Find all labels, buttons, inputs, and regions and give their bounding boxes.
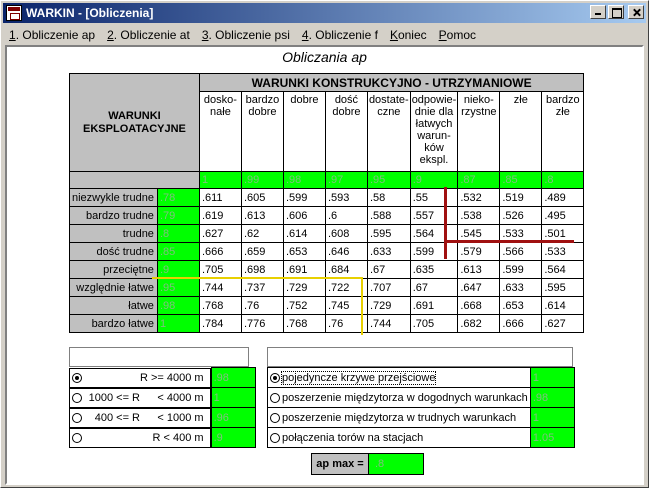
track-option-row bbox=[268, 408, 575, 428]
table-cell: .538 bbox=[458, 207, 500, 225]
radius-option-row bbox=[69, 408, 255, 428]
table-cell: .684 bbox=[325, 261, 367, 279]
row-label: przeciętne bbox=[70, 261, 158, 279]
table-cell: .653 bbox=[500, 297, 542, 315]
track-value: .98 bbox=[530, 388, 574, 408]
table-cell: .67 bbox=[410, 279, 458, 297]
highlight-yellow-horizontal bbox=[152, 277, 362, 279]
table-cell: .76 bbox=[325, 315, 367, 333]
table-cell: .633 bbox=[367, 243, 410, 261]
table-cell: .668 bbox=[458, 297, 500, 315]
table-cell: .614 bbox=[542, 297, 584, 315]
table-cell: .595 bbox=[542, 279, 584, 297]
table-cell: .606 bbox=[283, 207, 325, 225]
track-value: 1 bbox=[530, 408, 574, 428]
highlight-red-vertical bbox=[444, 187, 447, 259]
table-cell: .691 bbox=[283, 261, 325, 279]
radius-options bbox=[69, 367, 256, 448]
factor-row-spacer bbox=[70, 172, 200, 189]
radio-button[interactable] bbox=[72, 373, 82, 383]
column-header: odpowie-dnie dla łatwych warun-ków ekspl. bbox=[410, 92, 458, 172]
table-cell: .611 bbox=[199, 189, 241, 207]
table-cell: .707 bbox=[367, 279, 410, 297]
column-header: dostate-czne bbox=[367, 92, 410, 172]
radius-right-label: < 4000 m bbox=[157, 391, 204, 404]
row-factor: .85 bbox=[157, 243, 199, 261]
radius-option-row bbox=[69, 368, 255, 388]
table-cell: .752 bbox=[283, 297, 325, 315]
table-cell: .646 bbox=[325, 243, 367, 261]
table-cell: .532 bbox=[458, 189, 500, 207]
client-area bbox=[5, 45, 644, 485]
track-panel-header bbox=[267, 347, 573, 367]
table-cell: .557 bbox=[410, 207, 458, 225]
table-cell: .613 bbox=[458, 261, 500, 279]
table-cell: .737 bbox=[241, 279, 283, 297]
table-cell: .595 bbox=[367, 225, 410, 243]
radius-option-row bbox=[69, 388, 255, 408]
column-factor: .85 bbox=[500, 172, 542, 189]
group-header: WARUNKI KONSTRUKCYJNO - UTRZYMANIOWE bbox=[199, 74, 583, 92]
column-header: bardzo dobre bbox=[241, 92, 283, 172]
column-factor: .97 bbox=[325, 172, 367, 189]
column-header: dość dobre bbox=[325, 92, 367, 172]
column-header: nieko-rzystne bbox=[458, 92, 500, 172]
radius-option[interactable] bbox=[69, 428, 211, 448]
table-row bbox=[70, 243, 584, 261]
table-cell: .666 bbox=[199, 243, 241, 261]
radius-option-row bbox=[69, 428, 255, 448]
radio-button[interactable] bbox=[72, 413, 82, 423]
row-label: dość trudne bbox=[70, 243, 158, 261]
radius-option[interactable] bbox=[69, 388, 211, 408]
row-factor: .9 bbox=[157, 261, 199, 279]
apmax-value: .8 bbox=[368, 453, 424, 475]
table-cell: .533 bbox=[542, 243, 584, 261]
radius-right-label: R < 400 m bbox=[152, 431, 204, 444]
table-cell: .635 bbox=[410, 261, 458, 279]
table-cell: .614 bbox=[283, 225, 325, 243]
table-cell: .744 bbox=[199, 279, 241, 297]
table-cell: .55 bbox=[410, 189, 458, 207]
table-cell: .566 bbox=[500, 243, 542, 261]
table-cell: .768 bbox=[199, 297, 241, 315]
table-cell: .501 bbox=[542, 225, 584, 243]
row-label: bardzo łatwe bbox=[70, 315, 158, 333]
title-bar[interactable] bbox=[3, 3, 646, 23]
table-cell: .647 bbox=[458, 279, 500, 297]
highlight-yellow-vertical bbox=[361, 277, 363, 335]
table-cell: .682 bbox=[458, 315, 500, 333]
radius-value: .98 bbox=[211, 368, 255, 388]
radio-button[interactable] bbox=[270, 433, 280, 443]
radius-option[interactable] bbox=[69, 408, 211, 428]
corner-header: WARUNKI EKSPLOATACYJNE bbox=[70, 74, 200, 172]
table-cell: .564 bbox=[542, 261, 584, 279]
track-option[interactable] bbox=[268, 408, 531, 428]
table-cell: .67 bbox=[367, 261, 410, 279]
track-option-row bbox=[268, 368, 575, 388]
track-option[interactable] bbox=[268, 368, 531, 388]
table-row bbox=[70, 207, 584, 225]
menu-koniec[interactable]: Koniec bbox=[389, 27, 427, 42]
track-option-label: poszerzenie międzytorza w trudnych warunkach bbox=[282, 411, 517, 424]
radio-button[interactable] bbox=[270, 413, 280, 423]
maximize-button[interactable] bbox=[608, 5, 624, 19]
track-value: 1.05 bbox=[530, 428, 574, 448]
table-cell: .627 bbox=[542, 315, 584, 333]
table-cell: .619 bbox=[199, 207, 241, 225]
table-row bbox=[70, 261, 584, 279]
table-cell: .76 bbox=[241, 297, 283, 315]
table-cell: .659 bbox=[241, 243, 283, 261]
table-cell: .495 bbox=[542, 207, 584, 225]
table-cell: .579 bbox=[458, 243, 500, 261]
row-factor: .98 bbox=[157, 297, 199, 315]
apmax-label: ap max = bbox=[311, 453, 369, 475]
radio-button[interactable] bbox=[270, 373, 280, 383]
table-cell: .776 bbox=[241, 315, 283, 333]
column-factor: .87 bbox=[458, 172, 500, 189]
radius-right-label: < 1000 m bbox=[157, 411, 204, 424]
table-cell: .705 bbox=[199, 261, 241, 279]
menu-bar bbox=[3, 25, 646, 44]
radius-panel-header bbox=[69, 347, 249, 367]
table-row bbox=[70, 279, 584, 297]
window-title: WARKIN - [Obliczenia] bbox=[26, 6, 154, 20]
table-row bbox=[70, 315, 584, 333]
track-value: 1 bbox=[530, 368, 574, 388]
table-cell: .729 bbox=[283, 279, 325, 297]
radius-value: 1 bbox=[211, 388, 255, 408]
track-option[interactable] bbox=[268, 388, 531, 408]
column-factor: .98 bbox=[283, 172, 325, 189]
row-label: trudne bbox=[70, 225, 158, 243]
table-cell: .545 bbox=[458, 225, 500, 243]
row-factor: 1 bbox=[157, 315, 199, 333]
radius-value: .96 bbox=[211, 408, 255, 428]
table-cell: .705 bbox=[410, 315, 458, 333]
table-cell: .605 bbox=[241, 189, 283, 207]
column-factor: .9 bbox=[410, 172, 458, 189]
table-cell: .6 bbox=[325, 207, 367, 225]
row-label: niezwykle trudne bbox=[70, 189, 158, 207]
minimize-button[interactable] bbox=[590, 5, 606, 19]
table-cell: .62 bbox=[241, 225, 283, 243]
track-option-row bbox=[268, 388, 575, 408]
table-cell: .599 bbox=[500, 261, 542, 279]
highlight-red-horizontal bbox=[444, 240, 574, 243]
close-button[interactable] bbox=[628, 5, 644, 19]
row-factor: .95 bbox=[157, 279, 199, 297]
column-factor: .99 bbox=[241, 172, 283, 189]
table-row bbox=[70, 189, 584, 207]
radio-button[interactable] bbox=[270, 393, 280, 403]
radius-left-label: 1000 <= R bbox=[88, 391, 140, 404]
column-factor: 1 bbox=[199, 172, 241, 189]
table-row bbox=[70, 297, 584, 315]
table-cell: .564 bbox=[410, 225, 458, 243]
row-label: łatwe bbox=[70, 297, 158, 315]
table-cell: .489 bbox=[542, 189, 584, 207]
column-header: dosko-nałe bbox=[199, 92, 241, 172]
track-options bbox=[267, 367, 575, 448]
menu-obliczenie-psi[interactable]: 3. Obliczenie psi bbox=[201, 27, 290, 42]
track-option-label: pojedyncze krzywe przejściowe bbox=[282, 371, 436, 384]
page-title: Obliczania ap bbox=[282, 49, 367, 65]
menu-pomoc[interactable]: Pomoc bbox=[438, 27, 476, 42]
table-cell: .722 bbox=[325, 279, 367, 297]
table-cell: .519 bbox=[500, 189, 542, 207]
table-cell: .613 bbox=[241, 207, 283, 225]
table-cell: .58 bbox=[367, 189, 410, 207]
column-header: dobre bbox=[283, 92, 325, 172]
row-label: względnie łatwe bbox=[70, 279, 158, 297]
radius-right-label: R >= 4000 m bbox=[140, 371, 204, 384]
table-cell: .627 bbox=[199, 225, 241, 243]
table-cell: .691 bbox=[410, 297, 458, 315]
table-cell: .729 bbox=[367, 297, 410, 315]
table-cell: .653 bbox=[283, 243, 325, 261]
coefficient-table bbox=[69, 73, 584, 333]
track-option-row bbox=[268, 428, 575, 448]
row-factor: .78 bbox=[157, 189, 199, 207]
menu-obliczenie-f[interactable]: 4. Obliczenie f bbox=[301, 27, 378, 42]
table-cell: .526 bbox=[500, 207, 542, 225]
table-cell: .599 bbox=[283, 189, 325, 207]
radius-value: .9 bbox=[211, 428, 255, 448]
app-icon[interactable] bbox=[6, 5, 22, 21]
row-factor: .8 bbox=[157, 225, 199, 243]
table-cell: .698 bbox=[241, 261, 283, 279]
radio-button[interactable] bbox=[72, 393, 82, 403]
table-cell: .784 bbox=[199, 315, 241, 333]
table-cell: .666 bbox=[500, 315, 542, 333]
column-header: bardzo złe bbox=[542, 92, 584, 172]
radius-option[interactable] bbox=[69, 368, 211, 388]
row-label: bardzo trudne bbox=[70, 207, 158, 225]
row-factor: .79 bbox=[157, 207, 199, 225]
menu-obliczenie-ap[interactable]: 1. Obliczenie ap bbox=[9, 27, 96, 42]
table-cell: .593 bbox=[325, 189, 367, 207]
radio-button[interactable] bbox=[72, 433, 82, 443]
menu-obliczenie-at[interactable]: 2. Obliczenie at bbox=[107, 27, 190, 42]
track-option[interactable] bbox=[268, 428, 531, 448]
table-cell: .588 bbox=[367, 207, 410, 225]
table-cell: .745 bbox=[325, 297, 367, 315]
radius-left-label: 400 <= R bbox=[94, 411, 140, 424]
table-cell: .633 bbox=[500, 279, 542, 297]
column-factor: .95 bbox=[367, 172, 410, 189]
table-cell: .768 bbox=[283, 315, 325, 333]
track-option-label: połączenia torów na stacjach bbox=[282, 431, 424, 444]
track-option-label: poszerzenie międzytorza w dogodnych warunkach bbox=[282, 391, 528, 404]
table-cell: .608 bbox=[325, 225, 367, 243]
table-cell: .744 bbox=[367, 315, 410, 333]
table-cell: .599 bbox=[410, 243, 458, 261]
table-cell: .533 bbox=[500, 225, 542, 243]
column-header: złe bbox=[500, 92, 542, 172]
column-factor: .8 bbox=[542, 172, 584, 189]
